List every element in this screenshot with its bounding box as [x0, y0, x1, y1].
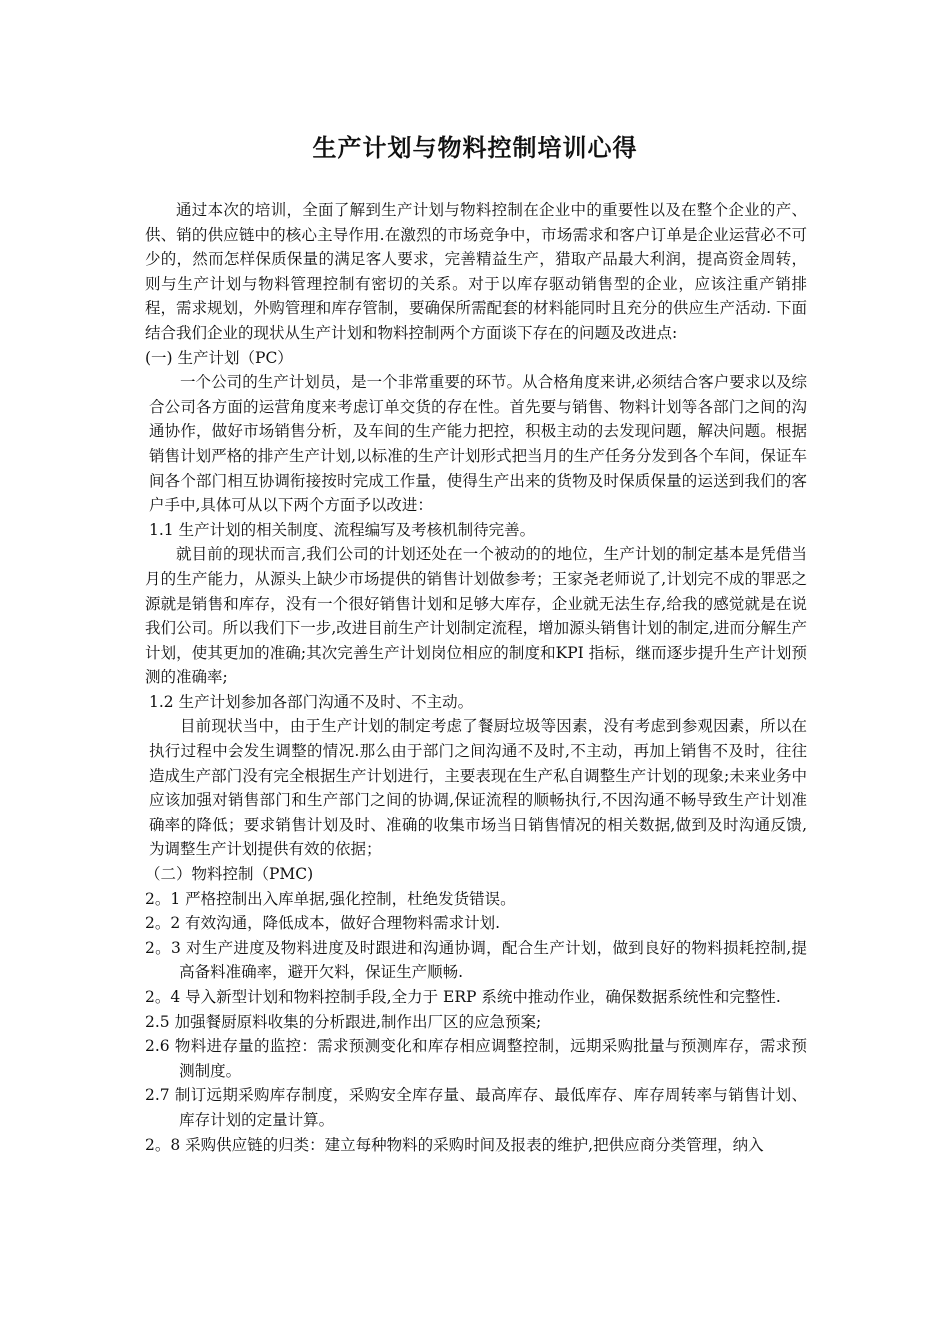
list-item: 2.7 制订远期采购库存制度，采购安全库存量、最高库存、最低库存、库存周转率与销售计划、库存计划的定量计算。 — [145, 1086, 807, 1129]
list-item: 2。4 导入新型计划和物料控制手段,全力于 ERP 系统中推动作业，确保数据系统性和完整性. — [145, 988, 781, 1006]
section-production-plan — [145, 370, 807, 542]
list-item: 2.5 加强餐厨原料收集的分析跟进,制作出厂区的应急预案; — [145, 1012, 542, 1031]
section-heading-production-plan: (一) 生产计划（PC） — [145, 348, 293, 367]
document-body — [145, 198, 807, 1157]
subsection-1-1-paragraph: 就目前的现状而言,我们公司的计划还处在一个被动的的地位，生产计划的制定基本是凭借当月的生产能力，从源头上缺少市场提供的销售计划做参考；王家尧老师说了,计划完不成的罪恶之源就是销售和库存，没有一个很好销售计划和足够大库存，企业就无法生存,给我的感觉就是在说我们公司。所以我们下一步,改进目前生产计划制定流程，增加源头销售计划的制定,进而分解生产计划，使其更加的准确;其次完善生产计划岗位相应的制度和KPI 指标，继而逐步提升生产计划预测的准确率; — [145, 545, 807, 687]
subsection-1-2-paragraph: 目前现状当中，由于生产计划的制定考虑了餐厨垃圾等因素，没有考虑到参观因素，所以在执行过程中会发生调整的情况.那么由于部门之间沟通不及时,不主动，再加上销售不及时，往往造成生产部门没有完全根据生产计划进行，主要表现在生产私自调整生产计划的现象;未来业务中应该加强对销售部门和生产部门之间的协调,保证流程的顺畅执行,不因沟通不畅导致生产计划准确率的降低；要求销售计划及时、准确的收集市场当日销售情况的相关数据,做到及时沟通反馈,为调整生产计划提供有效的依据； — [149, 717, 807, 859]
section1-paragraph: 一个公司的生产计划员，是一个非常重要的环节。从合格角度来讲,必须结合客户要求以及综合公司各方面的运营角度来考虑订单交货的存在性。首先要与销售、物料计划等各部门之间的沟通协作，做好市场销售分析，及车间的生产能力把控，积极主动的去发现问题，解决问题。根据销售计划严格的排产生产计划,以标准的生产计划形式把当月的生产任务分发到各个车间，保证车间各个部门相互协调衔接按时完成工作量，使得生产出来的货物及时保质保量的运送到我们的客户手中,具体可从以下两个方面予以改进： — [149, 373, 807, 515]
intro-paragraph: 通过本次的培训，全面了解到生产计划与物料控制在企业中的重要性以及在整个企业的产、供、销的供应链中的核心主导作用.在激烈的市场竞争中，市场需求和客户订单是企业运营必不可少的，然而怎样保质保量的满足客人要求，完善精益生产，猎取产品最大利润，提高资金周转，则与生产计划与物料管理控制有密切的关系。对于以库存驱动销售型的企业，应该注重产销排程，需求规划，外购管理和库存管制，要确保所需配套的材料能同时且充分的供应生产活动. 下面结合我们企业的现状从生产计划和物料控制两个方面谈下存在的问题及改进点: — [145, 201, 807, 342]
subsection-1-2 — [145, 690, 807, 862]
list-item: 2。8 采购供应链的归类：建立每种物料的采购时间及报表的维护,把供应商分类管理，纳入 — [145, 1135, 764, 1154]
list-item: 2。1 严格控制出入库单据,强化控制，杜绝发货错误。 — [145, 889, 516, 908]
document-title: 生产计划与物料控制培训心得 — [312, 134, 638, 162]
list-item: 2。3 对生产进度及物料进度及时跟进和沟通协调，配合生产计划，做到良好的物料损耗控制,提高备料准确率，避开欠料，保证生产顺畅. — [145, 938, 807, 982]
section-heading-material-control: （二）物料控制（PMC) — [145, 865, 314, 884]
subsection-heading-1-1: 1.1 生产计划的相关制度、流程编写及考核机制待完善。 — [149, 520, 536, 539]
list-item: 2。2 有效沟通，降低成本，做好合理物料需求计划. — [145, 914, 501, 933]
subsection-heading-1-2: 1.2 生产计划参加各部门沟通不及时、不主动。 — [149, 692, 474, 711]
list-item: 2.6 物料进存量的监控：需求预测变化和库存相应调整控制，远期采购批量与预测库存，需求预测制度。 — [145, 1037, 807, 1080]
